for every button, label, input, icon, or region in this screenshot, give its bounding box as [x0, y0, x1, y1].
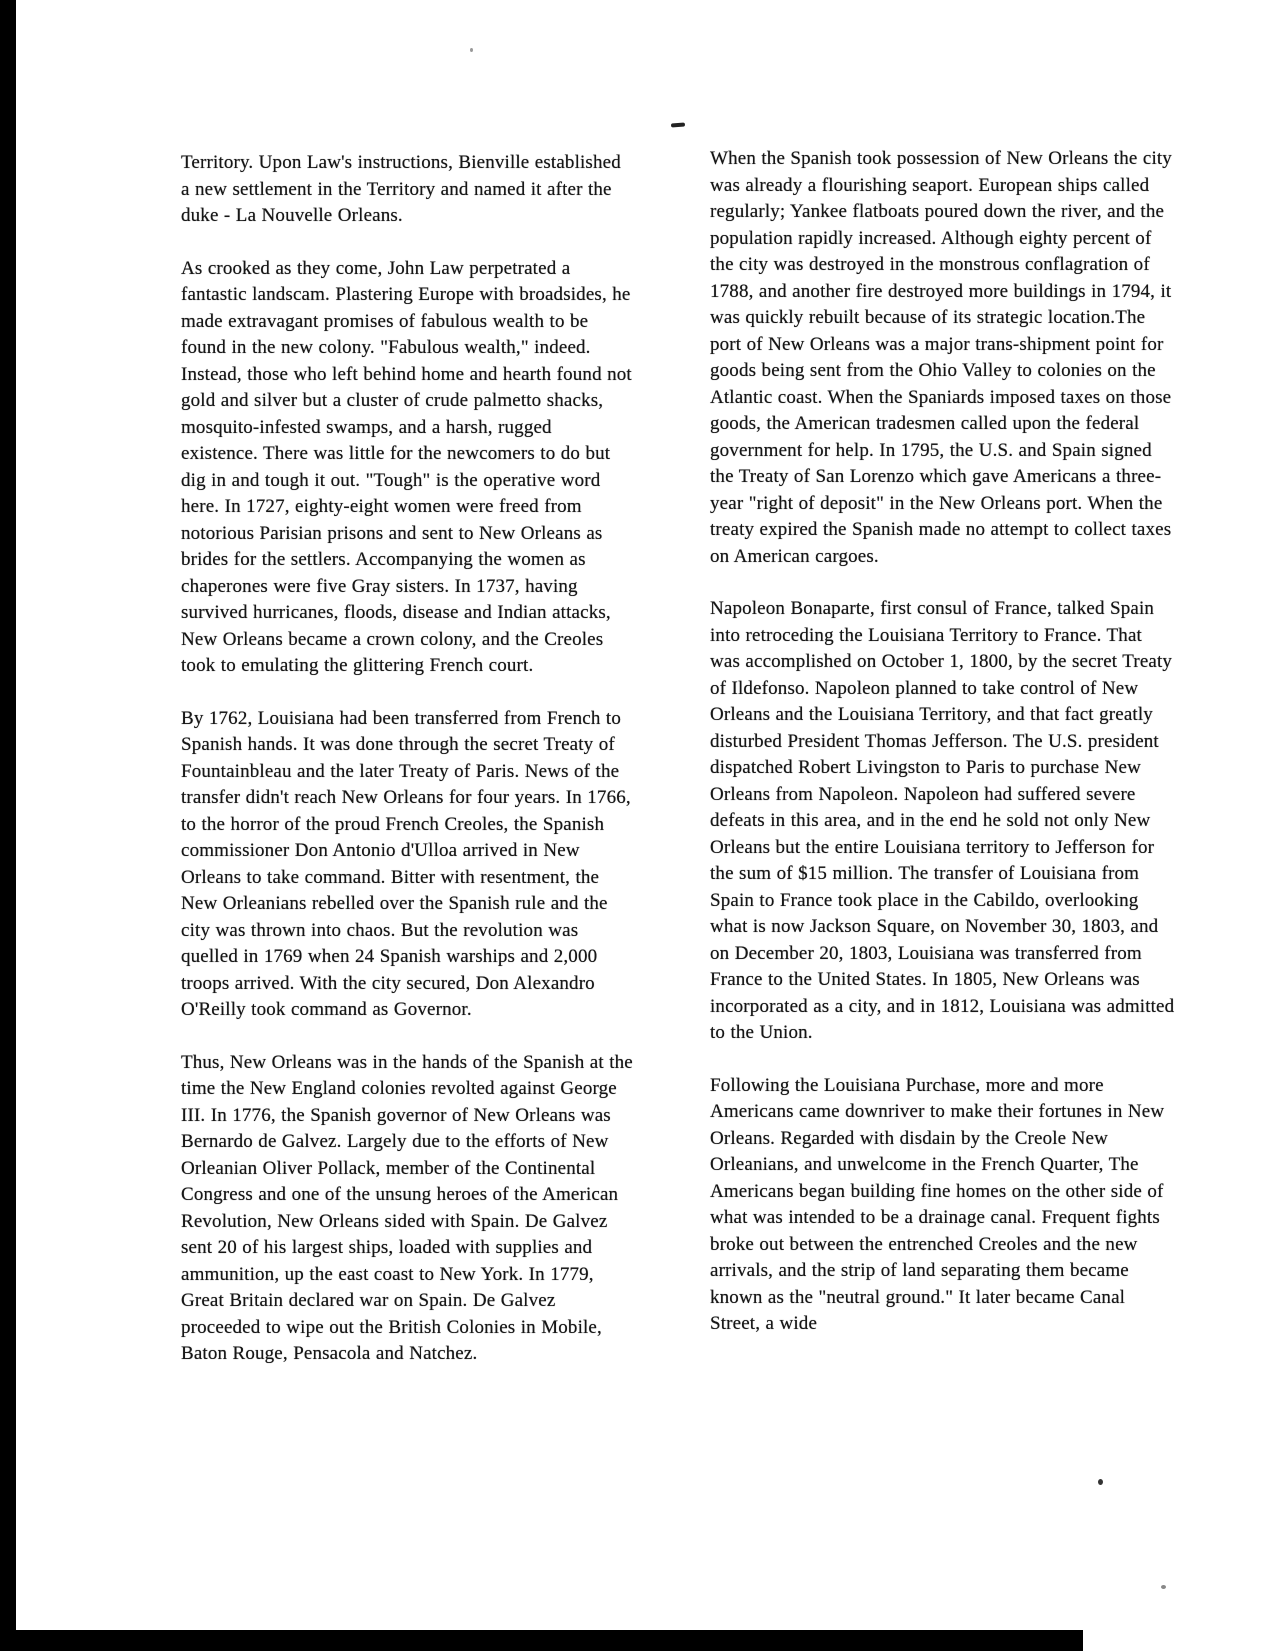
scan-speck	[1161, 1585, 1166, 1589]
paragraph-john-law-landscam: As crooked as they come, John Law perpetrated a fantastic landscam. Plastering Europe with broadsides, he made extravagant promises of fabulous wealth to be found in the new colony. "Fabulous wealth," indeed. Instead, those who left behind home and hearth found not gold and silver but a cluster of crude palmetto shacks, mosquito-infested swamps, and a harsh, rugged existence. There was little for the newcomers to do but dig in and tough it out. "Tough" is the operative word here. In 1727, eighty-eight women were freed from notorious Parisian prisons and sent to New Orleans as brides for the settlers. Accompanying the women as chaperones were five Gray sisters. In 1737, having survived hurricanes, floods, disease and Indian attacks, New Orleans became a crown colony, and the Creoles took to emulating the glittering French court.	[181, 257, 632, 676]
scan-speck	[470, 48, 473, 52]
text-column-left	[181, 150, 633, 1394]
scan-edge-artifact-left	[0, 0, 16, 1651]
paragraph-territory-settlement: Territory. Upon Law's instructions, Bienville established a new settlement in the Territory and named it after the duke - La Nouvelle Orleans.	[181, 152, 621, 226]
scan-speck	[1098, 1479, 1103, 1485]
paragraph-americans-downriver: Following the Louisiana Purchase, more and more Americans came downriver to make their fortunes in New Orleans. Regarded with disdain by the Creole New Orleanians, and unwelcome in the French Quarter, The Americans began building fine homes on the other side of what was intended to be a drainage canal. Frequent fights broke out between the entrenched Creoles and the new arrivals, and the strip of land separating them became known as the "neutral ground." It later became Canal Street, a wide	[710, 1074, 1165, 1334]
paragraph-louisiana-purchase: Napoleon Bonaparte, first consul of France, talked Spain into retroceding the Louisiana Territory to France. That was accomplished on October 1, 1800, by the secret Treaty of Ildefonso. Napoleon planned to take control of New Orleans and the Louisiana Territory, and that fact greatly disturbed President Thomas Jefferson. The U.S. president dispatched Robert Livingston to Paris to purchase New Orleans from Napoleon. Napoleon had suffered severe defeats in this area, and in the end he sold not only New Orleans but the entire Louisiana territory to Jefferson for the sum of $15 million. The transfer of Louisiana from Spain to France took place in the Cabildo, overlooking what is now Jackson Square, on November 30, 1803, and on December 20, 1803, Louisiana was transferred from France to the United States. In 1805, New Orleans was incorporated as a city, and in 1812, Louisiana was admitted to the Union.	[710, 598, 1175, 1043]
paragraph-spanish-seaport: When the Spanish took possession of New Orleans the city was already a flourishing seaport. European ships called regularly; Yankee flatboats poured down the river, and the population rapidly increased. Although eighty percent of the city was destroyed in the monstrous conflagration of 1788, and another fire destroyed more buildings in 1794, it was quickly rebuilt because of its strategic location.The port of New Orleans was a major trans-shipment point for goods being sent from the Ohio Valley to colonies on the Atlantic coast. When the Spaniards imposed taxes on those goods, the American tradesmen called upon the federal government for help. In 1795, the U.S. and Spain signed the Treaty of San Lorenzo which gave Americans a three-year "right of deposit" in the New Orleans port. When the treaty expired the Spanish made no attempt to collect taxes on American cargoes.	[710, 148, 1172, 567]
scan-edge-artifact-bottom	[0, 1630, 1083, 1651]
scan-mark-dash	[671, 123, 685, 128]
paragraph-spanish-rule-galvez: Thus, New Orleans was in the hands of the Spanish at the time the New England colonies revolted against George III. In 1776, the Spanish governor of New Orleans was Bernardo de Galvez. Largely due to the efforts of New Orleanian Oliver Pollack, member of the Continental Congress and one of the unsung heroes of the American Revolution, New Orleans sided with Spain. De Galvez sent 20 of his largest ships, loaded with supplies and ammunition, up the east coast to New York. In 1779, Great Britain declared war on Spain. De Galvez proceeded to wipe out the British Colonies in Mobile, Baton Rouge, Pensacola and Natchez.	[181, 1051, 633, 1364]
text-column-right	[710, 146, 1176, 1364]
paragraph-transfer-to-spain: By 1762, Louisiana had been transferred from French to Spanish hands. It was done through the secret Treaty of Fountainbleau and the later Treaty of Paris. News of the transfer didn't reach New Orleans for four years. In 1766, to the horror of the proud French Creoles, the Spanish commissioner Don Antonio d'Ulloa arrived in New Orleans to take command. Bitter with resentment, the New Orleanians rebelled over the Spanish rule and the city was thrown into chaos. But the revolution was quelled in 1769 when 24 Spanish warships and 2,000 troops arrived. With the city secured, Don Alexandro O'Reilly took command as Governor.	[181, 707, 631, 1020]
